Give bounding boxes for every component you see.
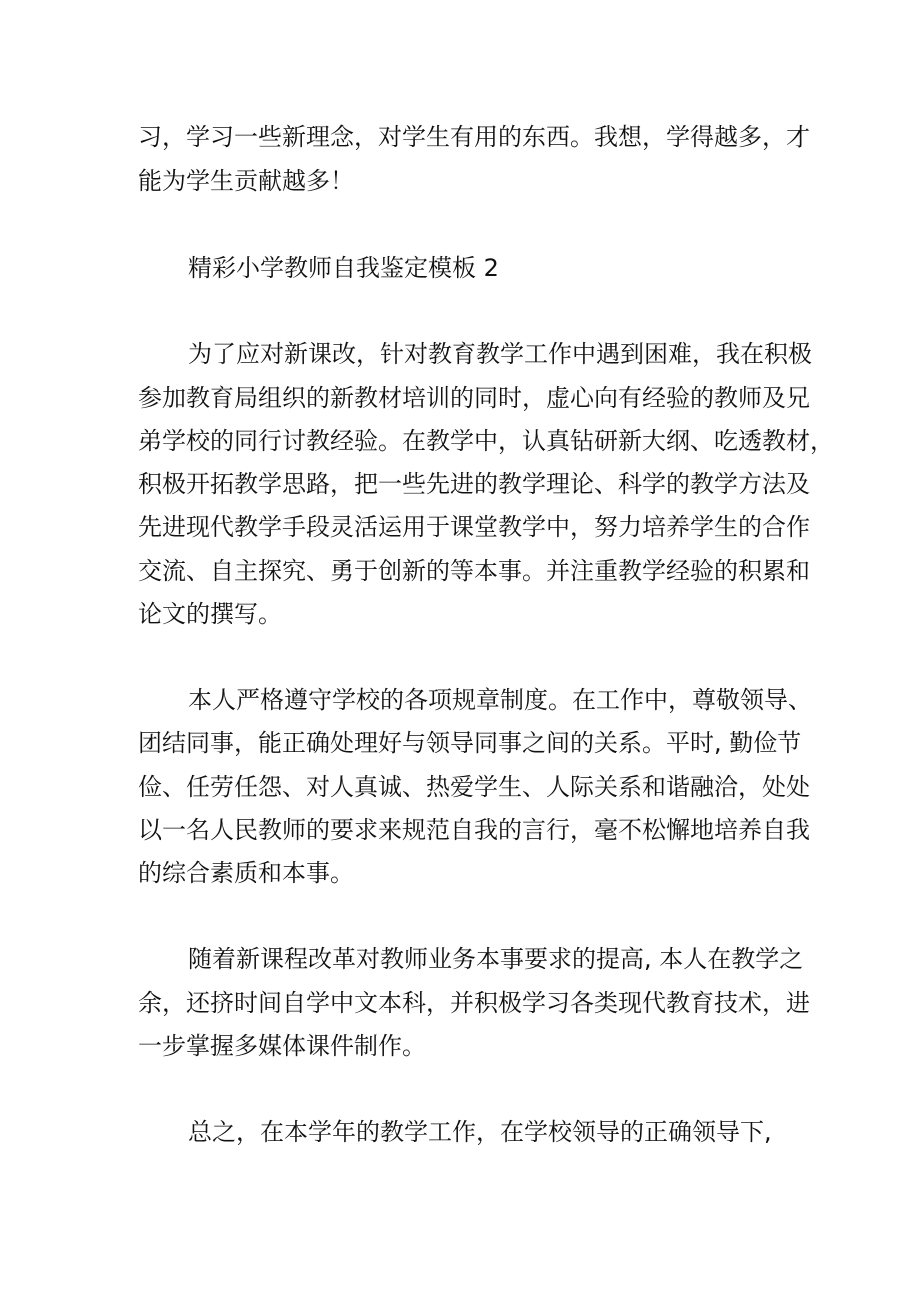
paragraph-line: 总之，在本学年的教学工作，在学校领导的正确领导下, xyxy=(188,1118,772,1146)
section-heading: 精彩小学教师自我鉴定模板 2 xyxy=(188,254,499,282)
paragraph-line: 以一名人民教师的要求来规范自我的言行，毫不松懈地培养自我 xyxy=(138,816,810,844)
paragraph-line: 本人严格遵守学校的各项规章制度。在工作中，尊敬领导、 xyxy=(188,686,812,714)
paragraph-line: 弟学校的同行讨教经验。在教学中，认真钻研新大纲、吃透教材， xyxy=(138,427,834,455)
paragraph-line: 交流、自主探究、勇于创新的等本事。并注重教学经验的积累和 xyxy=(138,557,810,585)
paragraph-line: 论文的撰写。 xyxy=(138,600,282,628)
paragraph-line: 余，还挤时间自学中文本科，并积极学习各类现代教育技术，进 xyxy=(138,989,810,1017)
paragraph-line: 习，学习一些新理念，对学生有用的东西。我想，学得越多，才 xyxy=(138,123,810,151)
paragraph-line: 先进现代教学手段灵活运用于课堂教学中，努力培养学生的合作 xyxy=(138,513,810,541)
paragraph-line: 一步掌握多媒体课件制作。 xyxy=(138,1032,426,1060)
paragraph-line: 团结同事，能正确处理好与领导同事之间的关系。平时, 勤俭节 xyxy=(138,729,802,757)
paragraph-line: 为了应对新课改，针对教育教学工作中遇到困难，我在积极 xyxy=(188,340,812,368)
paragraph-line: 俭、任劳任怨、对人真诚、热爱学生、人际关系和谐融洽，处处 xyxy=(138,773,810,801)
paragraph-line: 随着新课程改革对教师业务本事要求的提高, 本人在教学之 xyxy=(188,945,804,973)
paragraph-line: 能为学生贡献越多！ xyxy=(138,167,354,195)
paragraph-line: 积极开拓教学思路，把一些先进的教学理论、科学的教学方法及 xyxy=(138,470,810,498)
paragraph-line: 的综合素质和本事。 xyxy=(138,859,354,887)
paragraph-line: 参加教育局组织的新教材培训的同时，虚心向有经验的教师及兄 xyxy=(138,384,810,412)
